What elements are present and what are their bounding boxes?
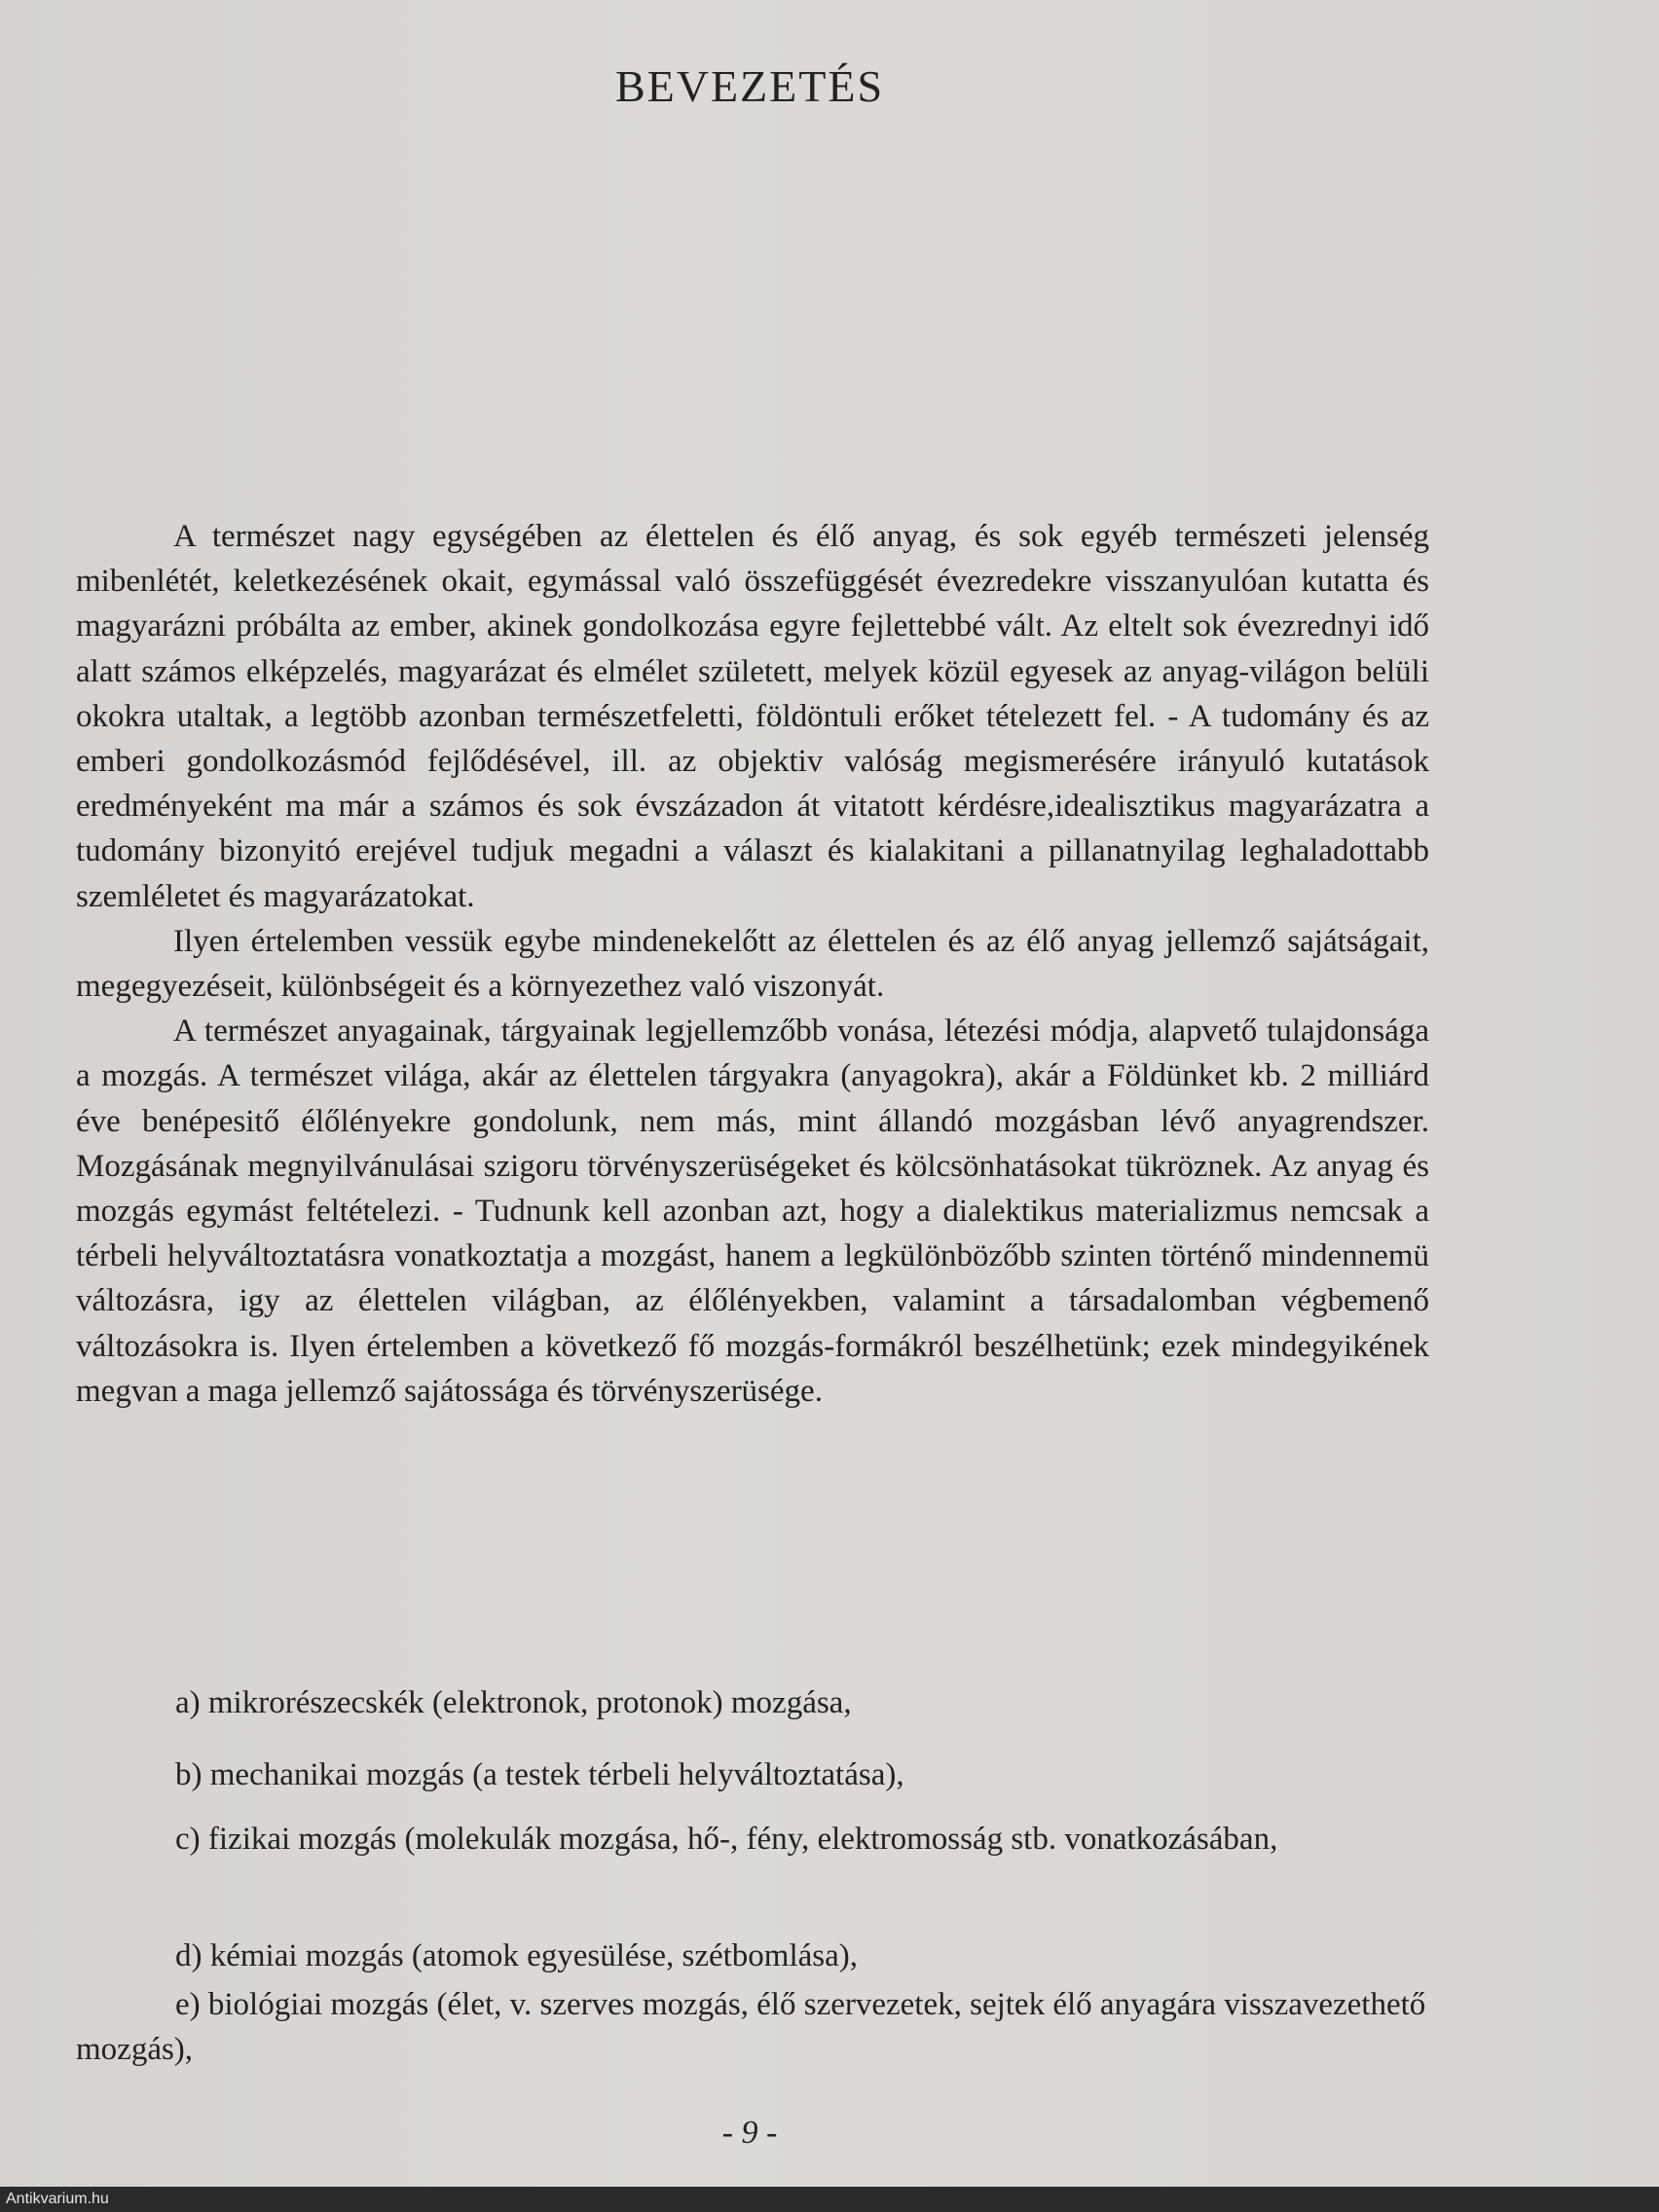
list-item-d (76, 1934, 1429, 1978)
list-item: d) kémiai mozgás (atomok egyesülése, szétbomlása), (175, 1938, 859, 1973)
list-item: e) biológiai mozgás (élet, v. szerves mozgás, élő szervezetek, sejtek élő anyagára visszavezethető mozgás), (76, 1987, 1426, 2067)
watermark-label: Antikvarium.hu (0, 2187, 1659, 2212)
paragraph-1: A természet nagy egységében az élettelen és élő anyag, és sok egyéb természeti jelenség mibenlétét, keletkezésének okait, egymással való összefüggését évezredekre visszanyulóan kutatta és magyarázni próbálta az ember, akinek gondolkozása egyre fejlettebbé vált. Az eltelt sok évezrednyi idő alatt számos elképzelés, magyarázat és elmélet született, melyek közül egyesek az anyag-világon belüli okokra utaltak, a legtöbb azonban természetfeletti, földöntuli erőket tételezett fel. - A tudomány és az emberi gondolkozásmód fejlődésével, ill. az objektiv valóság megismerésére irányuló kutatások eredményeként ma már a számos és sok évszázadon át vitatott kérdésre,idealisztikus magyarázatra a tudomány bizonyitó erejével tudjuk megadni a választ és kialakitani a pillanatnyilag leghaladottabb szemléletet és magyarázatokat. (76, 519, 1429, 914)
paragraph-2: Ilyen értelemben vessük egybe mindenekelőtt az élettelen és az élő anyag jellemző sajátságait, megegyezéseit, különbségeit és a környezethez való viszonyát. (76, 923, 1429, 1005)
list-item-b (76, 1752, 1429, 1797)
paragraph-3: A természet anyagainak, tárgyainak legjellemzőbb vonása, létezési módja, alapvető tulajdonsága a mozgás. A természet világa, akár az élettelen tárgyakra (anyagokra), akár a Földünket kb. 2 milliárd éve benépesitő élőlényekre gondolunk, nem más, mint állandó mozgásban lévő anyagrendszer. Mozgásának megnyilvánulásai szigoru törvényszerüségeket és kölcsönhatásokat tükröznek. Az anyag és mozgás egymást feltételezi. - Tudnunk kell azonban azt, hogy a dialektikus materializmus nemcsak a térbeli helyváltoztatásra vonatkoztatja a mozgást, hanem a legkülönbözőbb szinten történő mindennemü változásra, igy az élettelen világban, az élőlényekben, valamint a társadalomban végbemenő változásokra is. Ilyen értelemben a következő fő mozgás-formákról beszélhetünk; ezek mindegyikének megvan a maga jellemző sajátossága és törvényszerüsége. (76, 1014, 1429, 1409)
list-item-c (76, 1817, 1429, 1862)
list-item: c) fizikai mozgás (molekulák mozgása, hő-, fény, elektromosság stb. vonatkozásában, (175, 1822, 1278, 1857)
page-number: - 9 - (721, 2115, 778, 2151)
list-item: b) mechanikai mozgás (a testek térbeli helyváltoztatása), (175, 1757, 904, 1792)
page-title: BEVEZETÉS (614, 61, 885, 111)
list-item-e (76, 1982, 1429, 2072)
body-text (76, 514, 1429, 1414)
list-item-a (76, 1680, 1429, 1725)
list-item: a) mikrorészecskék (elektronok, protonok) mozgása, (175, 1685, 852, 1720)
